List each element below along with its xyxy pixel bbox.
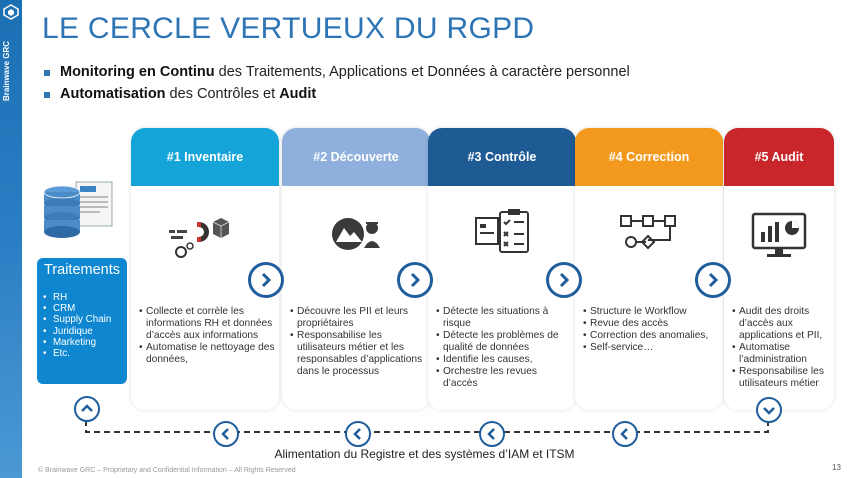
- step-item: • Structure le Workflow: [583, 306, 719, 318]
- chevron-up-icon: [80, 402, 94, 416]
- traitements-item: • CRM: [43, 303, 111, 314]
- chevron-left-icon: [219, 427, 233, 441]
- loop-up-arrow: [74, 396, 100, 422]
- traitements-item: • Marketing: [43, 337, 111, 348]
- step-heading: #3 Contrôle: [428, 128, 576, 186]
- step-item: • Automatise le nettoyage des données,: [139, 342, 275, 366]
- chevron-left-icon: [351, 427, 365, 441]
- step-heading: #1 Inventaire: [131, 128, 279, 186]
- loop-left-arrow: [612, 421, 638, 447]
- page-number: 13: [832, 463, 841, 472]
- step-heading: #2 Découverte: [282, 128, 430, 186]
- bullet-bold: Monitoring en Continu: [60, 64, 215, 80]
- traitements-title: Traitements: [43, 262, 120, 278]
- loop-left-arrow: [479, 421, 505, 447]
- chevron-left-icon: [618, 427, 632, 441]
- step-item: • Correction des anomalies,: [583, 330, 719, 342]
- page-title: LE CERCLE VERTUEUX DU RGPD: [42, 12, 535, 45]
- step-item: • Détecte les problèmes de qualité de données: [436, 330, 572, 354]
- traitements-item: • Juridique: [43, 326, 111, 337]
- step-item: • Collecte et corrèle les informations RH et données d’accès aux informations: [139, 306, 275, 342]
- bullet-text: des Contrôles et: [165, 86, 280, 102]
- step-item: • Responsabilise les utilisateurs métier: [732, 366, 828, 390]
- traitements-item: • RH: [43, 292, 111, 303]
- chevron-down-icon: [762, 403, 776, 417]
- bullet-bold-audit: Audit: [279, 86, 317, 102]
- step-item: • Self-service…: [583, 342, 719, 354]
- step-heading: #4 Correction: [575, 128, 723, 186]
- loop-left-arrow: [345, 421, 371, 447]
- step-item: • Découvre les PII et leurs propriétaires: [290, 306, 426, 330]
- loop-left-arrow: [213, 421, 239, 447]
- step-item: • Responsabilise les utilisateurs métier et les responsables d’applications dans le processus: [290, 330, 426, 378]
- bullet-text: des Traitements, Applications et Données à caractère personnel: [214, 64, 630, 80]
- step-item: • Orchestre les revues d’accès: [436, 366, 572, 390]
- step-item: • Revue des accès: [583, 318, 719, 330]
- footer-copyright: © Brainwave GRC – Proprietary and Confidential Information – All Rights Reserved: [38, 467, 296, 474]
- step-item: • Identifie les causes,: [436, 354, 572, 366]
- feed-label: Alimentation du Registre et des systèmes d’IAM et ITSM: [274, 447, 575, 461]
- brand-name: Brainwave GRC: [2, 40, 11, 102]
- chevron-left-icon: [485, 427, 499, 441]
- bullet-bold: Automatisation: [60, 86, 166, 102]
- step-item: • Audit des droits d’accès aux applications et PII,: [732, 306, 828, 342]
- step-heading: #5 Audit: [724, 128, 834, 186]
- loop-down-arrow: [756, 397, 782, 423]
- traitements-item: • Etc.: [43, 348, 111, 359]
- step-item: • Automatise l’administration: [732, 342, 828, 366]
- traitements-item: • Supply Chain: [43, 314, 111, 325]
- step-item: • Détecte les situations à risque: [436, 306, 572, 330]
